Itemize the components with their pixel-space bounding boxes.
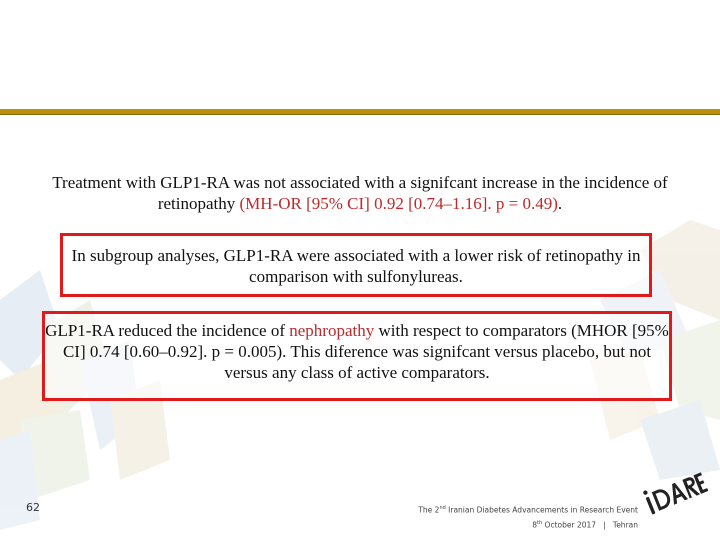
finding-retinopathy-paragraph bbox=[40, 172, 680, 214]
footer-event-line bbox=[400, 502, 638, 517]
footer-separator: | bbox=[603, 520, 606, 529]
nephropathy-keyword: nephropathy bbox=[289, 321, 375, 340]
finding-retinopathy-end: . bbox=[557, 194, 563, 213]
finding-retinopathy-text: Treatment with GLP1-RA was not associated with a signifcant increase in the incidence of retinopathy bbox=[52, 173, 668, 213]
footer-event-info bbox=[400, 502, 638, 531]
event-sup: nd bbox=[439, 505, 446, 511]
date-sup: th bbox=[537, 519, 543, 526]
nephropathy-paragraph bbox=[42, 320, 672, 383]
nephropathy-text-pre: GLP1-RA reduced the incidence of bbox=[45, 321, 290, 340]
date-pre: 8 bbox=[532, 520, 538, 529]
slide-number: 62 bbox=[26, 501, 40, 514]
subgroup-paragraph: In subgroup analyses, GLP1-RA were associated with a lower risk of retinopathy in comparison with sulfonylureas. bbox=[71, 246, 641, 286]
retinopathy-statistic: (MH-OR [95% CI] 0.92 [0.74–1.16]. p = 0.49) bbox=[239, 194, 558, 213]
idare-logo bbox=[640, 462, 708, 526]
event-post: Iranian Diabetes Advancements in Research Event bbox=[445, 505, 638, 515]
footer-date-line bbox=[400, 517, 638, 532]
nephropathy-text-post: with respect to comparators (MHOR [95% CI] 0.74 [0.60–0.92]. p = 0.005). This diference was signifcant versus placebo, but not versus any class of active comparators. bbox=[62, 321, 669, 382]
event-pre: The 2 bbox=[418, 505, 440, 515]
header-rule bbox=[0, 109, 720, 115]
date-post: October 2017 bbox=[542, 520, 597, 529]
footer-city: Tehran bbox=[612, 520, 638, 529]
